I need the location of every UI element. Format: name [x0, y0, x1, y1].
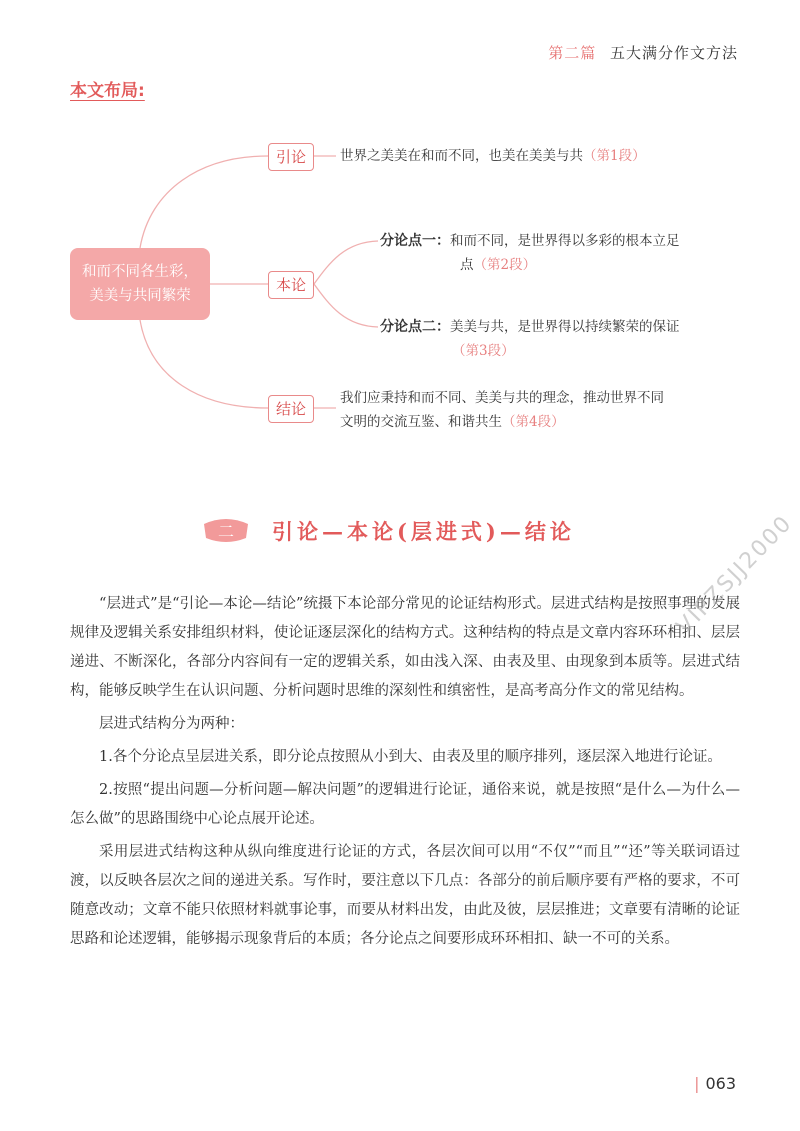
- node-body: 本论: [268, 271, 314, 299]
- header-title: 五大满分作文方法: [609, 44, 738, 62]
- point1-segment: （第2段）: [473, 257, 537, 273]
- connector-point1: [314, 241, 378, 284]
- point2-text: [380, 315, 750, 363]
- watermark: VIPZSJJ2000: [672, 510, 798, 640]
- connector-conclusion: [140, 320, 268, 408]
- central-line-2: 美美与共同繁荣: [89, 288, 191, 304]
- conclusion-text: [340, 386, 740, 434]
- paragraph-3: 1.各个分论点呈层进关系，即分论点按照从小到大、由表及里的顺序排列，逐层深入地进行论证。: [99, 749, 722, 765]
- section-number: 二: [217, 522, 235, 541]
- page-number-value: 063: [705, 1074, 736, 1093]
- section-title: 引论—本论(层进式)—结论: [272, 519, 575, 544]
- paragraph-5: 采用层进式结构这种从纵向维度进行论证的方式，各层次间可以用“不仅”“而且”“还”等关联词语过渡，以反映各层次之间的递进关系。写作时，要注意以下几点：各部分的前后顺序要有严格的要求，不可随意改动；文章不能只依照材料就事论事，而要从材料出发，由此及彼，层层推进；文章要有清晰的论证思路和论述逻辑，能够揭示现象背后的本质；各分论点之间要形成环环相扣、缺一不可的关系。: [70, 844, 740, 947]
- point2-line1: 美美与共，是世界得以持续繁荣的保证: [450, 319, 680, 335]
- section-heading: [200, 514, 620, 550]
- point1-line1: 和而不同，是世界得以多彩的根本立足: [450, 233, 680, 249]
- central-node: [70, 248, 210, 320]
- conclusion-line2: 文明的交流互鉴、和谐共生: [340, 414, 502, 430]
- header-part: 第二篇: [548, 44, 597, 62]
- conclusion-segment: （第4段）: [502, 414, 565, 430]
- connector-intro: [140, 156, 268, 248]
- page-number: [694, 1074, 736, 1093]
- node-conclusion: 结论: [268, 395, 314, 423]
- point2-label: 分论点二：: [380, 319, 450, 335]
- paragraph-1: “层进式”是“引论—本论—结论”统摄下本论部分常见的论证结构形式。层进式结构是按照事理的发展规律及逻辑关系安排组织材料，使论证逐层深化的结构方式。这种结构的特点是文章内容环环相扣、层层递进、不断深化，各部分内容间有一定的逻辑关系，如由浅入深、由表及里、由现象到本质等。层进式结构，能够反映学生在认识问题、分析问题时思维的深刻性和缜密性，是高考高分作文的常见结构。: [70, 596, 740, 699]
- point2-segment: （第3段）: [452, 343, 515, 359]
- node-intro: 引论: [268, 143, 314, 171]
- point1-text: [380, 229, 750, 277]
- intro-segment: （第1段）: [583, 148, 646, 164]
- connector-point2: [314, 284, 378, 327]
- paragraph-2: 层进式结构分为两种：: [99, 716, 244, 732]
- conclusion-line1: 我们应秉持和而不同、美美与共的理念，推动世界不同: [340, 390, 664, 406]
- layout-label: 本文布局:: [70, 81, 145, 101]
- body-text: [70, 590, 740, 958]
- intro-content: 世界之美美在和而不同，也美在美美与共: [340, 148, 583, 164]
- point1-label: 分论点一：: [380, 233, 450, 249]
- page-number-bar: |: [694, 1074, 700, 1093]
- point1-line2: 点: [460, 257, 474, 273]
- paragraph-4: 2.按照“提出问题—分析问题—解决问题”的逻辑进行论证，通俗来说，就是按照“是什么—为什么—怎么做”的思路围绕中心论点展开论述。: [70, 782, 740, 827]
- intro-text: [340, 144, 646, 168]
- central-line-1: 和而不同各生彩，: [82, 264, 198, 280]
- section-number-badge: [200, 516, 252, 546]
